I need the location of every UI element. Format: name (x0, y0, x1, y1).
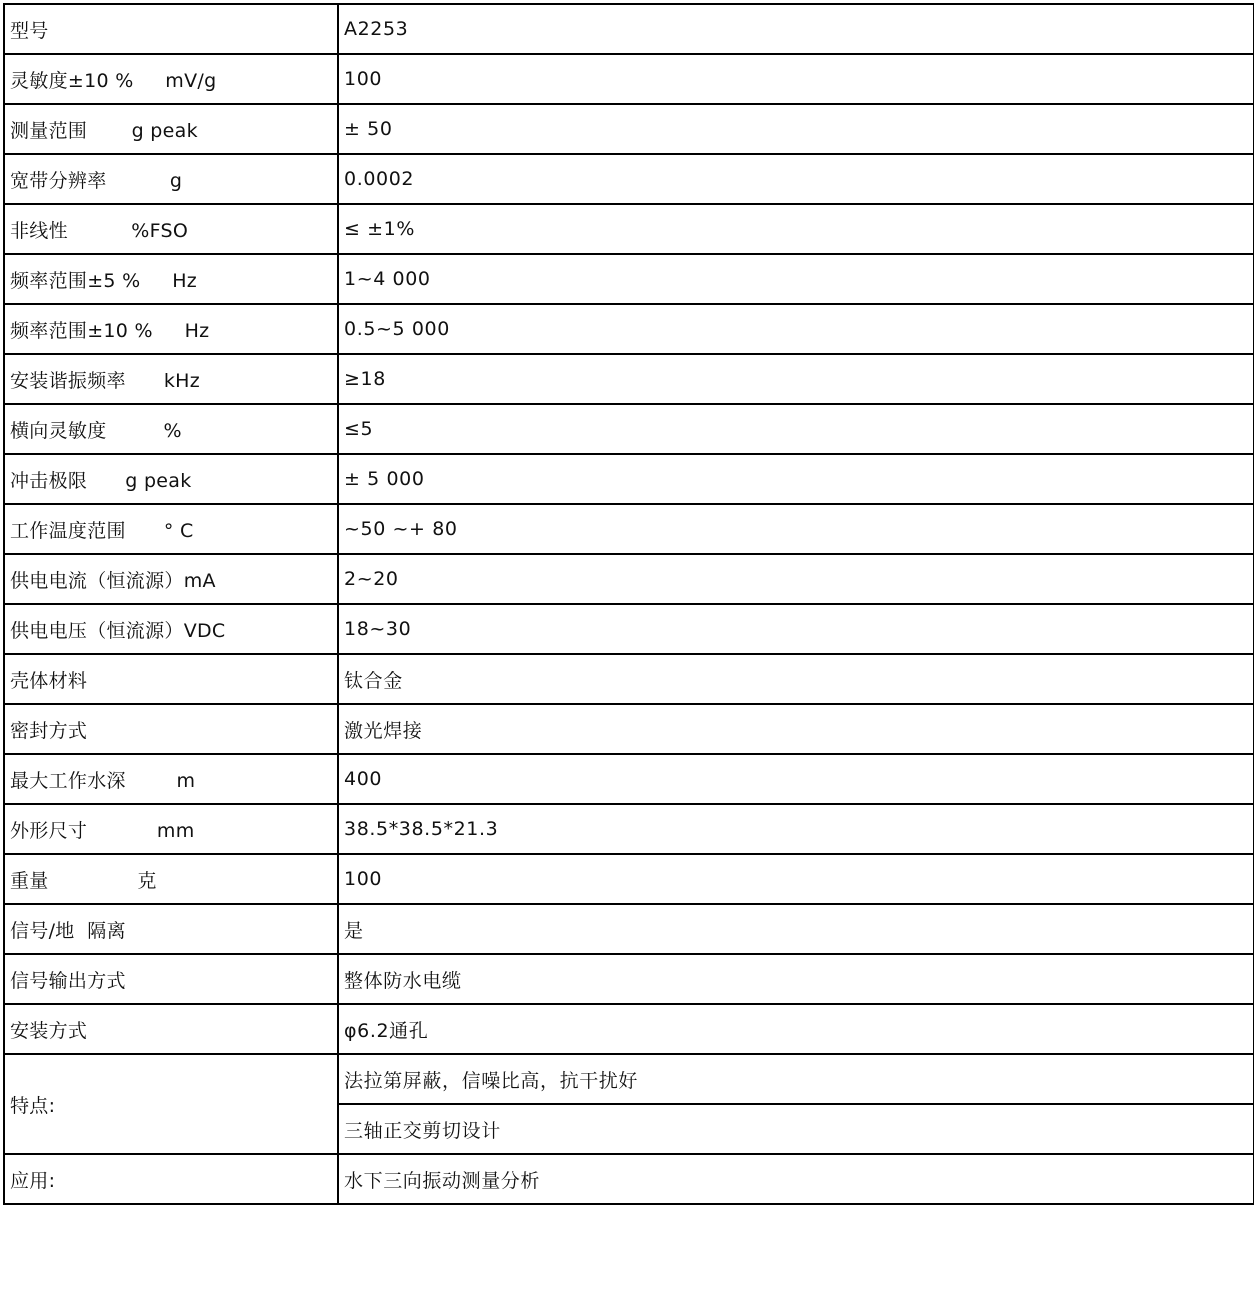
spec-label: 最大工作水深 m (4, 754, 338, 804)
spec-label: 灵敏度±10 % mV/g (4, 54, 338, 104)
spec-label: 外形尺寸 mm (4, 804, 338, 854)
spec-label: 型号 (4, 4, 338, 54)
application-value: 水下三向振动测量分析 (338, 1154, 1254, 1204)
table-row (4, 954, 1254, 1004)
spec-label: 安装谐振频率 kHz (4, 354, 338, 404)
table-row (4, 604, 1254, 654)
spec-value: 钛合金 (338, 654, 1254, 704)
feature-value: 三轴正交剪切设计 (338, 1104, 1254, 1154)
spec-value: ≥18 (338, 354, 1254, 404)
spec-value: ± 50 (338, 104, 1254, 154)
spec-label: 安装方式 (4, 1004, 338, 1054)
table-row (4, 554, 1254, 604)
table-row (4, 654, 1254, 704)
spec-label: 供电电压（恒流源）VDC (4, 604, 338, 654)
table-row (4, 354, 1254, 404)
table-row (4, 754, 1254, 804)
table-row (4, 854, 1254, 904)
spec-label: 冲击极限 g peak (4, 454, 338, 504)
application-row (4, 1154, 1254, 1204)
spec-value: 400 (338, 754, 1254, 804)
spec-value: 100 (338, 54, 1254, 104)
table-row (4, 154, 1254, 204)
spec-label: 重量 克 (4, 854, 338, 904)
spec-value: 2~20 (338, 554, 1254, 604)
spec-value: ~50 ~+ 80 (338, 504, 1254, 554)
spec-label: 工作温度范围 ° C (4, 504, 338, 554)
spec-label: 非线性 %FSO (4, 204, 338, 254)
table-row (4, 4, 1254, 54)
spec-value: 38.5*38.5*21.3 (338, 804, 1254, 854)
spec-label: 供电电流（恒流源）mA (4, 554, 338, 604)
features-row (4, 1054, 1254, 1104)
table-row (4, 454, 1254, 504)
spec-label: 宽带分辨率 g (4, 154, 338, 204)
spec-table-body (4, 4, 1254, 1204)
spec-value: 1~4 000 (338, 254, 1254, 304)
spec-value: ± 5 000 (338, 454, 1254, 504)
table-row (4, 204, 1254, 254)
table-row (4, 254, 1254, 304)
table-row (4, 804, 1254, 854)
spec-label: 横向灵敏度 % (4, 404, 338, 454)
spec-value: 0.5~5 000 (338, 304, 1254, 354)
features-label: 特点: (4, 1054, 338, 1154)
table-row (4, 304, 1254, 354)
spec-value: 是 (338, 904, 1254, 954)
spec-table (3, 3, 1254, 1205)
spec-label: 测量范围 g peak (4, 104, 338, 154)
spec-label: 壳体材料 (4, 654, 338, 704)
spec-label: 频率范围±10 % Hz (4, 304, 338, 354)
feature-value: 法拉第屏蔽，信噪比高，抗干扰好 (338, 1054, 1254, 1104)
spec-label: 频率范围±5 % Hz (4, 254, 338, 304)
table-row (4, 504, 1254, 554)
table-row (4, 104, 1254, 154)
table-row (4, 404, 1254, 454)
spec-value: 100 (338, 854, 1254, 904)
spec-label: 密封方式 (4, 704, 338, 754)
table-row (4, 54, 1254, 104)
spec-value: ≤ ±1% (338, 204, 1254, 254)
spec-value: 整体防水电缆 (338, 954, 1254, 1004)
spec-value: A2253 (338, 4, 1254, 54)
spec-value: 激光焊接 (338, 704, 1254, 754)
spec-label: 信号输出方式 (4, 954, 338, 1004)
spec-value: ≤5 (338, 404, 1254, 454)
spec-value: 0.0002 (338, 154, 1254, 204)
table-row (4, 1004, 1254, 1054)
spec-value: 18~30 (338, 604, 1254, 654)
spec-value: φ6.2通孔 (338, 1004, 1254, 1054)
spec-label: 信号/地 隔离 (4, 904, 338, 954)
table-row (4, 704, 1254, 754)
application-label: 应用: (4, 1154, 338, 1204)
table-row (4, 904, 1254, 954)
